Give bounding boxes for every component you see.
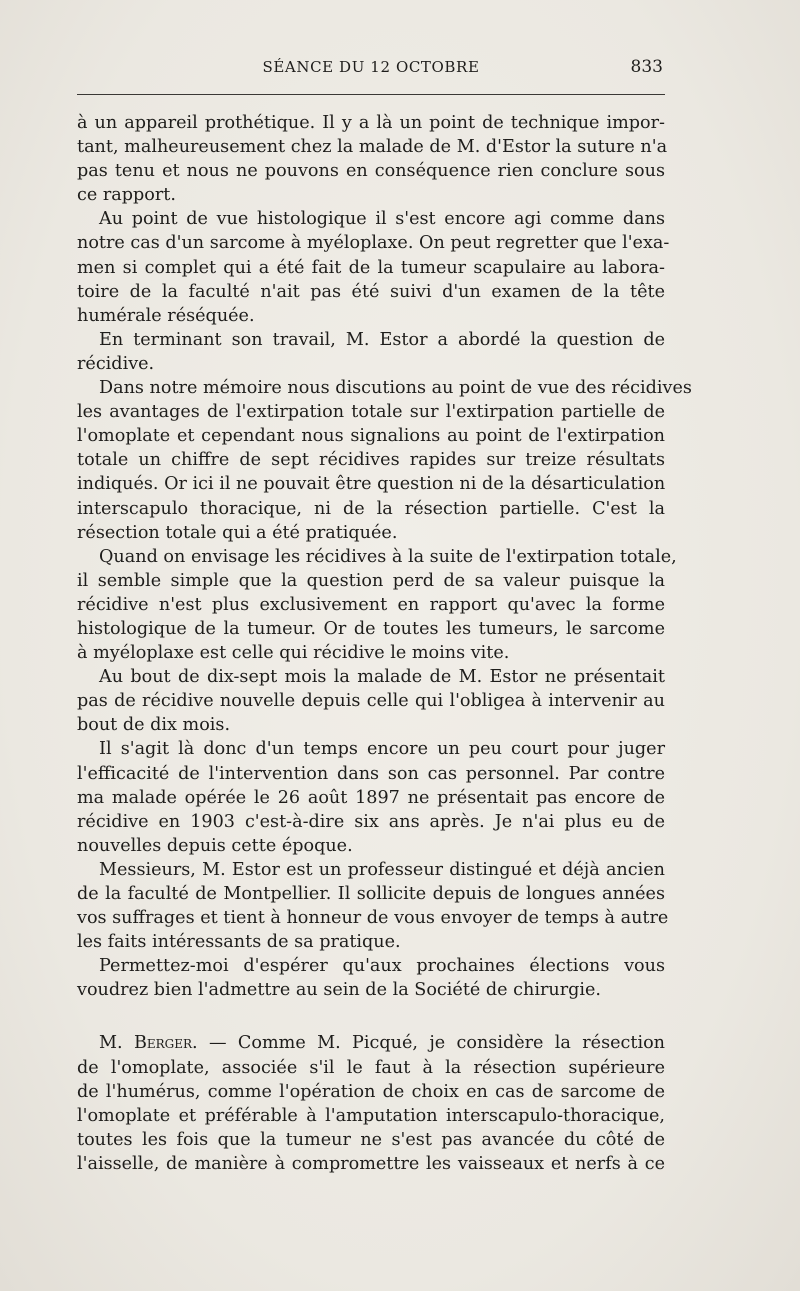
text-line: l'aisselle, de manière à compromettre les vaisseaux et nerfs à ce <box>77 1153 665 1174</box>
text-line: les faits intéressants de sa pratique. <box>77 932 401 953</box>
paragraph-8 <box>77 858 669 954</box>
speaker-prefix: M. <box>99 1033 134 1054</box>
text-line: résection totale qui a été pratiquée. <box>77 522 398 543</box>
section-gap <box>77 1002 665 1031</box>
text-line: men si complet qui a été fait de la tumeur scapulaire au labora- <box>77 257 665 278</box>
text-line: En terminant son travail, M. Estor a abordé la question de <box>99 329 665 350</box>
text-line: toutes les fois que la tumeur ne s'est pas avancée du côté de <box>77 1129 665 1150</box>
text-line: à myéloplaxe est celle qui récidive le moins vite. <box>77 643 510 664</box>
text-line: Dans notre mémoire nous discutions au point de vue des récidives <box>99 378 692 399</box>
paragraph-3 <box>77 328 665 376</box>
text-line: totale un chiffre de sept récidives rapides sur treize résultats <box>77 450 665 471</box>
paragraph-2 <box>77 207 670 327</box>
text-line: ce rapport. <box>77 185 176 206</box>
text-line: Messieurs, M. Estor est un professeur distingué et déjà ancien <box>99 859 665 880</box>
text-line: Il s'agit là donc d'un temps encore un peu court pour juger <box>99 739 665 760</box>
text-line: histologique de la tumeur. Or de toutes les tumeurs, le sarcome <box>77 618 665 639</box>
text-line: Quand on envisage les récidives à la suite de l'extirpation totale, <box>99 546 677 567</box>
text-line: nouvelles depuis cette époque. <box>77 835 353 856</box>
text-line: récidive en 1903 c'est-à-dire six ans après. Je n'ai plus eu de <box>77 811 665 832</box>
text-line: pas de récidive nouvelle depuis celle qui l'obligea à intervenir au <box>77 691 665 712</box>
text-line: Permettez-moi d'espérer qu'aux prochaines élections vous <box>99 956 665 977</box>
text-line: tant, malheureusement chez la malade de M. d'Estor la suture n'a <box>77 137 668 158</box>
speaker-name: Berger. <box>133 1033 198 1054</box>
text-line: indiqués. Or ici il ne pouvait être question ni de la désarticulation <box>77 474 666 495</box>
text-line: l'omoplate et cependant nous signalions au point de l'extirpation <box>77 426 665 447</box>
text-line: à un appareil prothétique. Il y a là un point de technique impor- <box>77 113 665 133</box>
text-line: vos suffrages et tient à honneur de vous envoyer de temps à autre <box>77 908 669 929</box>
text-line: notre cas d'un sarcome à myéloplaxe. On peut regretter que l'exa- <box>77 233 670 254</box>
text-line: interscapulo thoracique, ni de la résection partielle. C'est la <box>77 498 665 519</box>
text-line: de l'humérus, comme l'opération de choix en cas de sarcome de <box>77 1081 665 1102</box>
paragraph-5 <box>77 545 677 665</box>
text-line: voudrez bien l'admettre au sein de la Société de chirurgie. <box>77 980 602 1001</box>
body-text <box>77 111 692 1176</box>
text-line: ma malade opérée le 26 août 1897 ne présentait pas encore de <box>77 787 665 808</box>
text-line: il semble simple que la question perd de sa valeur puisque la <box>77 570 665 591</box>
text-line: les avantages de l'extirpation totale sur l'extirpation partielle de <box>77 402 665 423</box>
text-line: l'efficacité de l'intervention dans son cas personnel. Par contre <box>77 763 665 784</box>
running-head: SÉANCE DU 12 OCTOBRE <box>262 58 480 76</box>
text-line: humérale réséquée. <box>77 305 255 326</box>
text-line: Au point de vue histologique il s'est encore agi comme dans <box>99 209 665 230</box>
text-line: récidive. <box>77 353 155 374</box>
first-line-rest: — Comme M. Picqué, je considère la résection <box>197 1033 665 1054</box>
paragraph-6 <box>77 665 665 737</box>
paragraph-9 <box>77 954 665 1002</box>
text-line: Au bout de dix-sept mois la malade de M. Estor ne présentait <box>99 667 665 688</box>
header-rule <box>77 94 665 95</box>
text-line <box>77 1031 665 1055</box>
text-line: récidive n'est plus exclusivement en rapport qu'avec la forme <box>77 594 665 615</box>
text-line: l'omoplate et préférable à l'amputation interscapulo-thoracique, <box>77 1105 665 1126</box>
paragraph-7 <box>77 737 665 857</box>
text-line: de l'omoplate, associée s'il le faut à la résection supérieure <box>77 1057 665 1078</box>
text-line: toire de la faculté n'ait pas été suivi d'un examen de la tête <box>77 281 665 302</box>
berger-paragraph <box>77 1031 665 1176</box>
paragraph-1 <box>77 111 668 207</box>
page-number: 833 <box>630 57 663 77</box>
page-header <box>77 58 665 82</box>
text-line: pas tenu et nous ne pouvons en conséquence rien conclure sous <box>77 161 665 182</box>
text-line: bout de dix mois. <box>77 715 231 736</box>
paragraph-4 <box>77 376 692 545</box>
text-line: de la faculté de Montpellier. Il sollicite depuis de longues années <box>77 884 665 904</box>
